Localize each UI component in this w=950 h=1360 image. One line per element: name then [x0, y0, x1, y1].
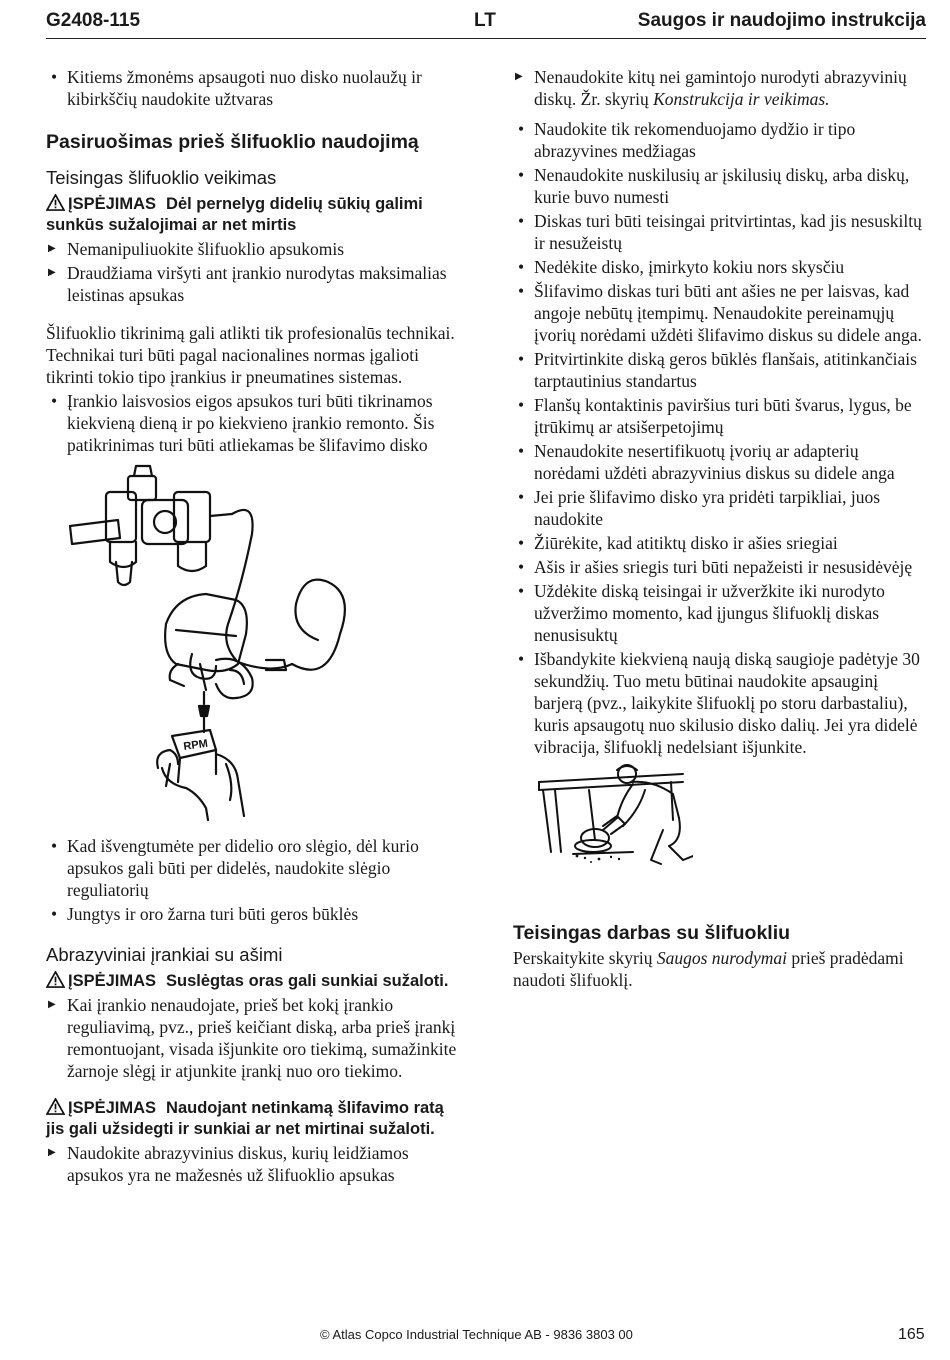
- paragraph-read-safety: [513, 947, 928, 991]
- list-item: • Šlifavimo diskas turi būti ant ašies ne per laisvas, kad angoje nebūtų įtempimų. Nenaudokite pereinamųjų įvorių norėdami uždėti šlifavimo diskus su didele anga.: [513, 280, 928, 346]
- list-item: • Kitiems žmonėms apsaugoti nuo disko nuolaužų ir kibirkščių naudokite užtvaras: [46, 66, 466, 110]
- doc-code: G2408-115: [46, 10, 141, 31]
- section-reference: Saugos nurodymai: [656, 948, 787, 968]
- grinder-rpm-check-illustration: [66, 464, 366, 824]
- list-item-text: Nenaudokite kitų nei gamintojo nurodyti abrazyvinių diskų. Žr. skyrių: [534, 67, 907, 109]
- copyright: © Atlas Copco Industrial Technique AB - 9836 3803 00: [320, 1327, 633, 1342]
- list-item: • Kad išvengtumėte per didelio oro slėgio, dėl kurio apsukos gali būti per didelės, naudokite slėgio reguliatorių: [46, 835, 466, 901]
- document-title: Saugos ir naudojimo instrukcija: [637, 10, 926, 31]
- warning-text: Dėl pernelyg didelių sūkių galimi sunkūs sužalojimai ar net mirtis: [46, 195, 423, 234]
- paragraph-text: Perskaitykite skyrių: [513, 948, 657, 968]
- warning-overspeed: [46, 194, 466, 236]
- right-bullet-list: [513, 118, 928, 758]
- list-item: • Nenaudokite nesertifikuotų įvorių ar adapterių norėdami uždėti abrazyvinius diskus su didele anga: [513, 440, 928, 484]
- warning-wrong-wheel: [46, 1098, 466, 1140]
- warning-icon: [46, 1098, 65, 1115]
- list-item: • Žiūrėkite, kad atitiktų disko ir ašies sriegiai: [513, 532, 928, 554]
- list-item: ▶ Naudokite abrazyvinius diskus, kurių leidžiamos apsukos yra ne mažesnės už šlifuoklio apsukas: [46, 1142, 466, 1186]
- section-reference: Konstrukcija ir veikimas.: [653, 89, 830, 109]
- warning-label: ĮSPĖJIMAS: [68, 195, 157, 213]
- list-item: ▶ Kai įrankio nenaudojate, prieš bet kokį įrankio reguliavimą, pvz., prieš keičiant diską, arba prieš įrankį remontuojant, visada išjunkite oro tiekimą, sumažinkite žarnoje slėgį ir atjunkite įrankį nuo oro tiekimo.: [46, 994, 466, 1082]
- list-item: • Ašis ir ašies sriegis turi būti nepažeisti ir nesusidėvėję: [513, 556, 928, 578]
- rpm-label: RPM: [182, 737, 209, 753]
- warning-text: Suslėgtas oras gali sunkiai sužaloti.: [166, 972, 449, 990]
- list-item: • Nenaudokite nuskilusių ar įskilusių diskų, arba diskų, kurie buvo numesti: [513, 164, 928, 208]
- section-heading-correct-work: Teisingas darbas su šlifuokliu: [513, 922, 791, 944]
- warning-label: ĮSPĖJIMAS: [68, 972, 157, 990]
- page-number: 165: [898, 1326, 925, 1343]
- list-item: ▶ Draudžiama viršyti ant įrankio nurodytas maksimalias leistinas apsukas: [46, 262, 466, 306]
- paragraph-technicians: Šlifuoklio tikrinimą gali atlikti tik profesionalūs technikai. Technikai turi būti pagal nacionalines normas įgalioti tikrinti tokio tipo įrankius ir pneumatines sistemas.: [46, 323, 455, 387]
- list-item: • Išbandykite kiekvieną naują diską saugioje padėtyje 30 sekundžių. Tuo metu būtinai naudokite apsauginį barjerą (pvz., laikykite šlifuoklį po storu darbastaliu), kuris apsaugotų nuo skilusio disko dalių. Jei yra didelė vibracija, šlifuoklį nedelsiant išjunkite.: [513, 648, 928, 758]
- list-item: • Flanšų kontaktinis paviršius turi būti švarus, lygus, be įtrūkimų ar atsišerpetojimų: [513, 394, 928, 438]
- list-item: • Įrankio laisvosios eigos apsukos turi būti tikrinamos kiekvieną dieną ir po kiekvieno įrankio remonto. Šis patikrinimas turi būti atliekamas be šlifavimo disko: [46, 390, 466, 456]
- grinder-under-bench-illustration: [533, 760, 693, 872]
- warning-compressed-air: [46, 971, 466, 992]
- paragraph-text: prieš pradėdami naudoti šlifuoklį.: [513, 948, 904, 990]
- subsection-heading-operation: Teisingas šlifuoklio veikimas: [46, 167, 277, 188]
- section-heading-preparation: Pasiruošimas prieš šlifuoklio naudojimą: [46, 131, 419, 153]
- warning-text: Naudojant netinkamą šlifavimo ratą jis gali užsidegti ir sunkiai ar net mirtinai sužaloti.: [46, 1099, 444, 1138]
- list-item: • Nedėkite disko, įmirkyto kokiu nors skysčiu: [513, 256, 928, 278]
- left-column: [46, 66, 466, 1188]
- list-item: [513, 66, 928, 110]
- list-item: ▶ Nemanipuliuokite šlifuoklio apsukomis: [46, 238, 466, 260]
- warning-label: ĮSPĖJIMAS: [68, 1099, 157, 1117]
- right-column: [513, 66, 928, 991]
- list-item: • Jungtys ir oro žarna turi būti geros būklės: [46, 903, 466, 925]
- list-item: • Naudokite tik rekomenduojamo dydžio ir tipo abrazyvines medžiagas: [513, 118, 928, 162]
- subsection-heading-abrasive: Abrazyviniai įrankiai su ašimi: [46, 944, 283, 965]
- list-item: • Jei prie šlifavimo disko yra pridėti tarpikliai, juos naudokite: [513, 486, 928, 530]
- warning-icon: [46, 971, 65, 988]
- list-item: • Diskas turi būti teisingai pritvirtintas, kad jis nesuskiltų ir nesužeistų: [513, 210, 928, 254]
- language-code: LT: [474, 10, 496, 31]
- list-item: • Uždėkite diską teisingai ir užveržkite iki nurodyto užveržimo momento, kad įjungus šlifuoklį diskas nenusisuktų: [513, 580, 928, 646]
- page-header: [46, 8, 926, 39]
- list-item: • Pritvirtinkite diską geros būklės flanšais, atitinkančiais tarptautinius standartus: [513, 348, 928, 392]
- warning-icon: [46, 194, 65, 211]
